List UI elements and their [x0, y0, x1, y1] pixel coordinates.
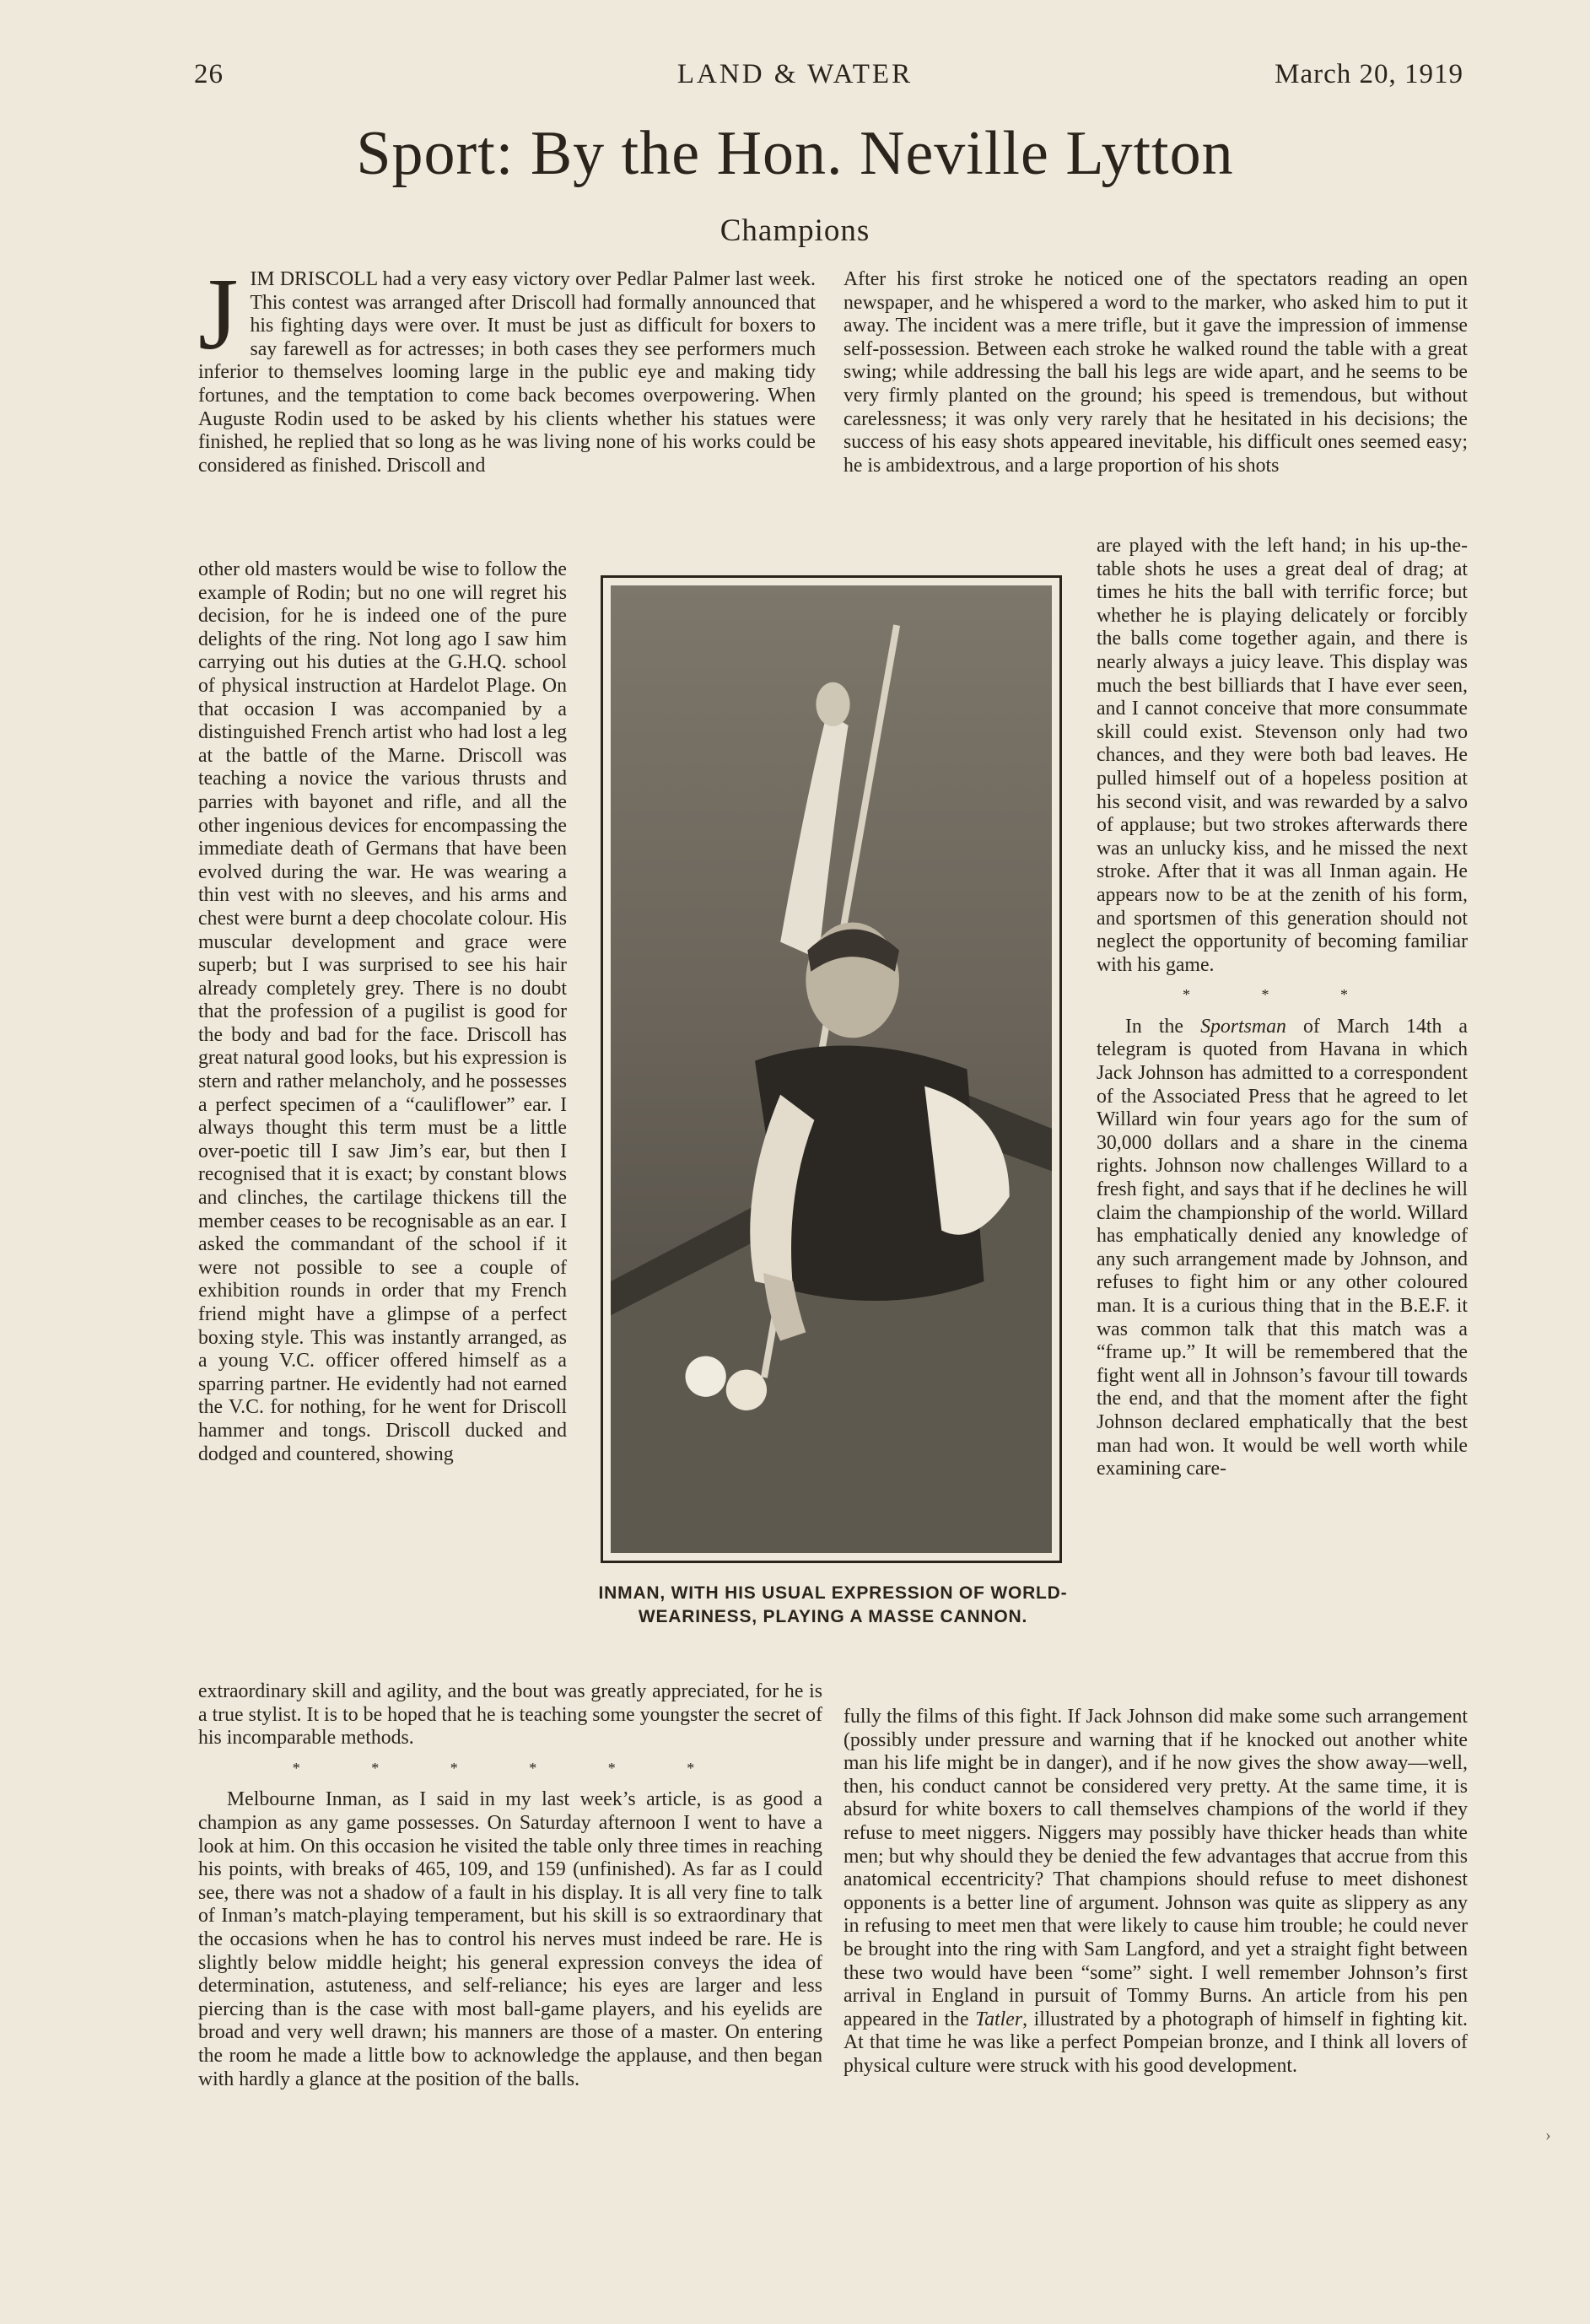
paragraph-text: extraordinary skill and agility, and the bout was greatly appreciated, for he is a true stylist. It is to be hoped that he is teaching some youngster the secret of his incomparable methods. — [198, 1680, 822, 1750]
left-column-middle — [198, 558, 567, 1680]
opening-text: IM DRISCOLL had a very easy victory over Pedlar Palmer last week. This contest was arranged after Driscoll had formally announced that his fighting days were over. It must be just as difficult for boxers to say farewell as for actresses; in both cases they see performers much inferior to themselves looming large in the public eye and making tidy fortunes, and the temptation to come back becomes overpowering. When Auguste Rodin used to be asked by his clients whether his statues were finished, he replied that so long as he was living none of his works could be considered as finished. Driscoll and — [198, 268, 816, 477]
photo-frame — [601, 575, 1062, 1563]
running-head — [0, 59, 1590, 101]
section-divider-stars: * * * * * * — [292, 1759, 729, 1777]
photo-illustration — [611, 585, 1052, 1553]
paragraph-inman: Melbourne Inman, as I said in my last week’s article, is as good a champion as any game possesses. On Saturday afternoon I went to have a look at him. On this occasion he visited the table only three times in reaching his points, with breaks of 465, 109, and 159 (unfinished). As far as I could see, there was not a shadow of a fault in his display. It is all very fine to talk of Inman’s match-playing temperament, but his skill is so extraordinary that the occasions when he has to control his nerves must indeed be rare. He is slightly below middle height; his general expression conveys the idea of determination, astuteness, and self-reliance; his eyes are larger and less piercing than is the case with most ball-game players, and his eyelids are broad and very well drawn; his manners are those of a master. On entering the room he made a little bow to acknowledge the applause, and then began with hardly a glance at the position of the balls. — [198, 1788, 822, 2090]
photo-caption: INMAN, WITH HIS USUAL EXPRESSION OF WORLD-WEARINESS, PLAYING A MASSE CANNON. — [598, 1583, 1068, 1626]
publication-italic: Tatler — [975, 2008, 1023, 2030]
section-divider-stars: * * * — [1183, 986, 1382, 1004]
right-column-top — [844, 268, 1468, 535]
text-run: fully the films of this fight. If Jack Johnson did make some such arrangement (possibly under pressure and warning that if he knocked out another white man his life might be in danger), and if he now gives the show away—well, then, his conduct cannot be considered very pretty. At the same time, it is absurd for white boxers to call themselves champions of the world if they refuse to meet niggers. Niggers may possibly have thicker heads than white men; but why should they be denied the few advantages that accrue from this anatomical eccentricity? That champions should refuse to meet dishonest opponents is a better line of argument. Johnson was quite as slippery as any in refusing to meet men that were likely to cause him trouble; he could never be brought into the ring with Sam Langford, and yet a straight fight between these two would have been “some” sight. I well remember Johnson’s first arrival in England in pursuit of Tommy Burns. An article from his pen appeared in the — [844, 1706, 1468, 2030]
right-column-middle — [1097, 535, 1468, 1706]
opening-paragraph — [198, 268, 816, 477]
paragraph-johnson — [1097, 1016, 1468, 1481]
publication-name: LAND & WATER — [676, 59, 914, 89]
left-column-top — [198, 268, 816, 558]
margin-mark: › — [1545, 2126, 1551, 2144]
billiards-player-photo — [611, 585, 1052, 1553]
paragraph-text: are played with the left hand; in his up-the-table shots he uses a great deal of drag; at times he hits the ball with terrific force; but whether he is playing delicately or forcibly the balls come together again, and there is nearly always a juicy leave. This display was much the best billiards that I have ever seen, and I cannot conceive that more consummate skill could exist. Stevenson only had two chances, and they were both bad leaves. He pulled himself out of a hopeless position at his second visit, and was rewarded by a salvo of applause; but two strokes afterwards there was an unlucky kiss, and he missed the next stroke. After that it was all Inman again. He appears now to be at the zenith of his form, and sportsmen of this generation should not neglect the opportunity of becoming familiar with his game. — [1097, 535, 1468, 976]
right-column-bottom — [844, 1706, 1468, 2178]
text-run: of March 14th a telegram is quoted from Havana in which Jack Johnson has admitted to a correspondent of the Associated Press that he agreed to let Willard win four years ago for the sum of 30,000 dollars and a share in the cinema rights. Johnson now challenges Willard to a fresh fight, and says that if he declines he will claim the championship of the world. Willard has emphatically denied any knowledge of any such arrangement made by Johnson, and refuses to fight him or any other coloured man. It is a curious thing that in the B.E.F. it was common talk that this match was a “frame up.” It will be remembered that the fight went all in Johnson’s favour till towards the end, and that the moment after the fight Johnson declared emphatically that the best man had won. It would be well worth while examining care- — [1097, 1015, 1468, 1480]
article-subtitle: Champions — [720, 213, 870, 248]
paragraph-text: After his first stroke he noticed one of the spectators reading an open newspaper, and he whispered a word to the marker, who asked him to put it away. The incident was a mere trifle, but it gave the impression of immense self-possession. Between each stroke he walked round the table with a great swing; while addressing the ball his legs are wide apart, and he seems to be very firmly planted on the ground; his speed is tremendous, but without carelessness; it was only very rarely that he hesitated in his decisions; the success of his easy shots appeared inevitable, his difficult ones seemed easy; he is ambidextrous, and a large proportion of his shots — [844, 268, 1468, 477]
page-number: 26 — [194, 59, 224, 89]
text-run: In the — [1125, 1015, 1201, 1038]
text-run: , illustrated by a photograph of himself in fighting kit. At that time he was like a perfect Pompeian bronze, and I think all lovers of physical culture were struck with his good development. — [844, 2008, 1468, 2077]
issue-date: March 20, 1919 — [1275, 59, 1463, 89]
left-column-bottom — [198, 1680, 822, 2178]
article-title: Sport: By the Hon. Neville Lytton — [356, 119, 1234, 188]
drop-cap: J — [198, 268, 239, 371]
paragraph-text — [844, 1706, 1468, 2079]
paragraph-text: other old masters would be wise to follow the example of Rodin; but no one will regret his decision, for he is indeed one of the pure delights of the ring. Not long ago I saw him carrying out his duties at the G.H.Q. school of physical instruction at Hardelot Plage. On that occasion I was accompanied by a distinguished French artist who had lost a leg at the battle of the Marne. Driscoll was teaching a novice the various thrusts and parries with bayonet and rifle, and all the other ingenious devices for encompassing the immediate death of Germans that have been evolved during the war. He was wearing a thin vest with no sleeves, and his arms and chest were burnt a deep chocolate colour. His muscular development and grace were superb; but I was surprised to see his hair already completely grey. There is no doubt that the profession of a pugilist is good for the body and bad for the face. Driscoll has great natural good looks, but his expression is stern and rather melancholy, and he possesses a perfect specimen of a “cauliflower” ear. I always thought this term must be a little over-poetic till I saw Jim’s ear, but then I recognised that it is exact; by constant blows and clinches, the cartilage thickens till the member ceases to be recognisable as an ear. I asked the commandant of the school if it were not possible to see a couple of exhibition rounds in order that my French friend might have a glimpse of a perfect boxing style. This was instantly arranged, as a young V.C. officer offered himself as a sparring partner. He evidently had not earned the V.C. for nothing, for he went for Driscoll hammer and tongs. Driscoll ducked and dodged and countered, showing — [198, 558, 567, 1465]
publication-italic: Sportsman — [1200, 1015, 1286, 1038]
